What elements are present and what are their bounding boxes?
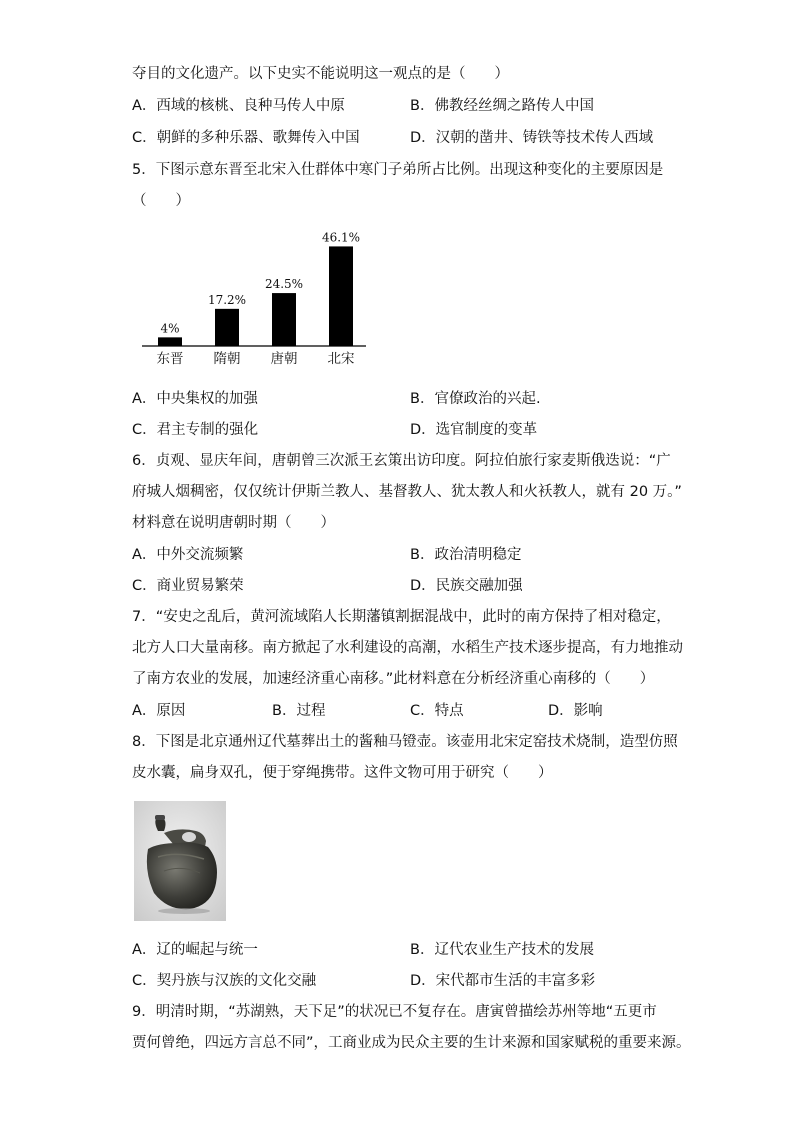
q5-option-d[interactable]: D．选官制度的变革 (410, 422, 538, 438)
q7-stem-line2: 北方人口大量南移。南方掀起了水利建设的高潮，水稻生产技术逐步提高，有力地推动 (132, 640, 683, 656)
q5-option-a[interactable]: A．中央集权的加强 (132, 391, 258, 407)
q6-option-c[interactable]: C．商业贸易繁荣 (132, 578, 244, 594)
q8-option-d[interactable]: D．宋代都市生活的丰富多彩 (410, 973, 596, 989)
category-label: 唐朝 (270, 351, 298, 367)
q5-option-c[interactable]: C．君主专制的强化 (132, 422, 259, 438)
q4-option-a[interactable]: A．西域的核桃、良种马传人中原 (132, 98, 345, 114)
category-label: 北宋 (327, 351, 355, 367)
q6-stem-line3: 材料意在说明唐朝时期（ ） (132, 515, 335, 531)
bar-value-label: 17.2% (207, 292, 247, 307)
bar-3 (329, 246, 353, 346)
q8-stem-line1: 8．下图是北京通州辽代墓葬出土的酱釉马镫壶。该壶用北宋定窑技术烧制，造型仿照 (132, 734, 678, 750)
q6-option-b[interactable]: B．政治清明稳定 (410, 547, 522, 563)
q4-option-c[interactable]: C．朝鲜的多种乐器、歌舞传入中国 (132, 130, 360, 146)
q7-stem-line3: 了南方农业的发展，加速经济重心南移。”此材料意在分析经济重心南移的（ ） (132, 671, 655, 687)
category-label: 东晋 (156, 351, 184, 367)
bar-value-label: 4% (160, 321, 180, 336)
q7-option-c[interactable]: C．特点 (410, 703, 464, 719)
q4-option-b[interactable]: B．佛教经丝绸之路传人中国 (410, 98, 594, 114)
q9-stem-line2: 贾何曾绝，四远方言总不同”，工商业成为民众主要的生计来源和国家赋税的重要来源。 (132, 1035, 691, 1051)
q8-option-c[interactable]: C．契丹族与汉族的文化交融 (132, 973, 317, 989)
bar-0 (158, 337, 182, 346)
bar-2 (272, 293, 296, 346)
bar-value-label: 24.5% (264, 277, 304, 292)
q4-option-d[interactable]: D．汉朝的凿井、铸铁等技术传人西域 (410, 130, 654, 146)
q7-option-a[interactable]: A．原因 (132, 703, 186, 719)
q7-option-d[interactable]: D．影响 (548, 703, 603, 719)
q6-option-d[interactable]: D．民族交融加强 (410, 578, 523, 594)
q5-stem-paren: （ ） (132, 193, 190, 209)
q6-stem-line2: 府城人烟稠密，仅仅统计伊斯兰教人、基督教人、犹太教人和火袄教人，就有 20 万。” (132, 484, 682, 500)
q5-option-b[interactable]: B．官僚政治的兴起. (410, 391, 541, 407)
stirrup-pot-photo (134, 801, 226, 921)
q5-bar-chart (140, 228, 380, 378)
q7-option-b[interactable]: B．过程 (272, 703, 326, 719)
q4-stem-end: 夺目的文化遗产。以下史实不能说明这一观点的是（ ） (132, 66, 509, 82)
category-label: 隋朝 (213, 351, 241, 367)
q6-option-a[interactable]: A．中外交流频繁 (132, 547, 244, 563)
q7-stem-line1: 7．“安史之乱后，黄河流域陷人长期藩镇割据混战中，此时的南方保持了相对稳定， (132, 609, 671, 625)
q8-option-b[interactable]: B．辽代农业生产技术的发展 (410, 942, 594, 958)
q8-stem-line2: 皮水囊，扁身双孔，便于穿绳携带。这件文物可用于研究（ ） (132, 765, 553, 781)
q5-stem: 5．下图示意东晋至北宋入仕群体中寒门子弟所占比例。出现这种变化的主要原因是 (132, 162, 664, 178)
q8-option-a[interactable]: A．辽的崛起与统一 (132, 942, 258, 958)
bar-1 (215, 309, 239, 346)
bar-value-label: 46.1% (321, 230, 361, 245)
q9-stem-line1: 9．明清时期，“苏湖熟，天下足”的状况已不复存在。唐寅曾描绘苏州等地“五更市 (132, 1004, 657, 1020)
q6-stem-line1: 6．贞观、显庆年间，唐朝曾三次派王玄策出访印度。阿拉伯旅行家麦斯俄迭说：“广 (132, 453, 671, 469)
